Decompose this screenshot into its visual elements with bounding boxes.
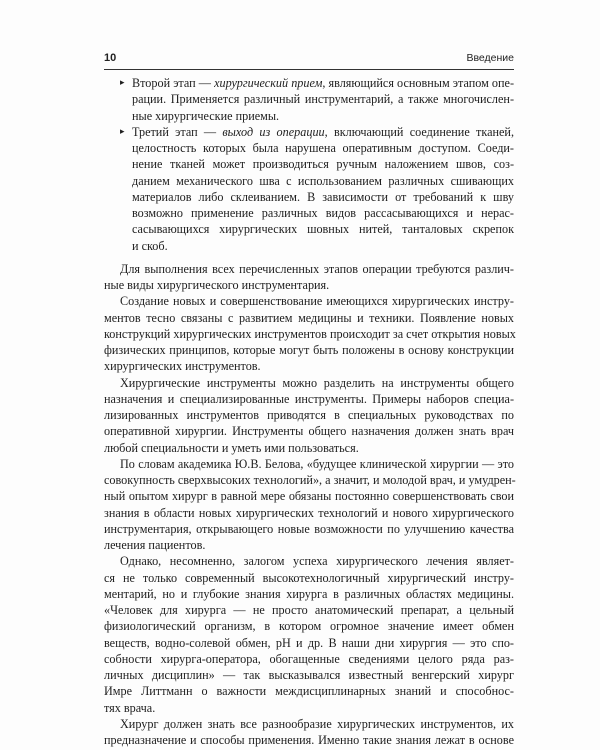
text-line: Имре Литтманн о важности междисциплинарных знаний и способнос- [104, 684, 514, 699]
text-line: ▸ Третий этап — выход из операции, включающий соединение тканей, [120, 124, 515, 139]
text-line: инструментария, открывающего новые возможности по улучшению качества [104, 521, 514, 536]
paragraph [104, 293, 514, 374]
emphasis: хирургический прием [214, 76, 323, 90]
text-line: любой специальности и уметь ими пользоваться. [104, 440, 359, 455]
text-line: предназначение и способы применения. Именно такие знания лежат в основе [104, 733, 514, 747]
text-line: возможно применение различных видов рассасывающихся и нерас- [132, 206, 514, 220]
text-line: Однако, несомненно, залогом успеха хирургического лечения являет- [120, 554, 514, 569]
text-line: Хирургические инструменты можно разделить на инструменты общего [120, 375, 514, 390]
text-line: ные виды хирургического инструментария. [104, 278, 330, 292]
text-line: лечения пациентов. [104, 538, 206, 552]
text-line: Хирург должен знать все разнообразие хирургических инструментов, их [120, 716, 514, 731]
emphasis: выход из операции [222, 124, 325, 139]
text-line: совокупность сверхвысоких технологий», а значит, и молодой врач, и умудрен- [104, 473, 516, 487]
text-line: сасывающихся хирургических шовных нитей, танталовых скрепок [132, 222, 514, 237]
paragraph [104, 261, 514, 294]
body-text [104, 75, 514, 748]
text-line: ментов тесно связаны с развитием медицины и техники. Появление новых [104, 310, 514, 325]
text-line: данием механического шва с использованием различных сшивающих [132, 173, 514, 188]
text-line: физиологический организм, в котором огромное значение имеет обмен [104, 619, 514, 634]
bullet-item [104, 75, 514, 124]
text-line: Создание новых и совершенствование имеющихся хирургических инстру- [120, 294, 514, 309]
paragraph [104, 716, 514, 749]
text-line: оперативной хирургии. Инструменты общего назначения должен знать врач [104, 424, 514, 439]
text-line: хирургических инструментов. [104, 359, 261, 374]
text-line: ный опытом хирург в равной мере обязаны постоянно совершенствовать свои [104, 489, 514, 504]
paragraph [104, 553, 514, 716]
text-line: ся не только современный высокотехнологичный хирургический инстру- [104, 570, 514, 585]
text-line: рации. Применяется различный инструментарий, а также многочислен- [132, 92, 514, 107]
text-line: личных дисциплин» — так высказывался известный венгерский хирург [104, 668, 514, 682]
triangle-bullet-icon: ▸ [120, 126, 125, 137]
text-line: ▸ Второй этап — хирургический прием, являющийся основным этапом опе- [120, 76, 515, 90]
text-line: назначения и специализированные инструменты. Примеры наборов специа- [104, 391, 514, 406]
header-rule [104, 69, 514, 70]
text-line: материалов либо склеиванием. В зависимости от требований к шву [132, 189, 514, 204]
bullet-item [104, 124, 514, 254]
text-line: веществ, водно-солевой обмен, pH и др. В наши дни хирургия — это спо- [104, 635, 514, 650]
text-line: и скоб. [132, 238, 168, 253]
text-line: конструкций хирургических инструментов происходит за счет открытия новых [104, 326, 516, 341]
text-line: тях врача. [104, 700, 156, 715]
paragraph [104, 456, 514, 554]
text-line: «Человек для хирурга — не просто анатомический препарат, а цельный [104, 603, 514, 617]
text-line: По словам академика Ю.В. Белова, «будущее клинической хирургии — это [120, 456, 514, 471]
text-line: ментарий, но и глубокие знания хирурга в различных областях медицины. [104, 586, 514, 601]
text-line: ные хирургические приемы. [132, 108, 280, 123]
text-line: Для выполнения всех перечисленных этапов операции требуются различ- [120, 261, 514, 276]
triangle-bullet-icon: ▸ [120, 78, 125, 88]
page-number: 10 [104, 52, 117, 64]
text-line: физических принципов, которые могут быть положены в основу конструкции [104, 343, 514, 357]
text-line: собности хирурга-оператора, обогащенные сведениями целого ряда раз- [104, 651, 514, 666]
text-line: целостность которых была нарушена оперативным доступом. Соеди- [132, 141, 514, 155]
text-line: лизированных инструментов приводятся в специальных руководствах по [104, 408, 514, 422]
paragraph [104, 375, 514, 456]
running-head [104, 52, 514, 70]
text-line: знания в области новых хирургических технологий и нового хирургического [104, 505, 514, 520]
text-line: нение тканей может производиться ручным наложением швов, соз- [132, 157, 514, 172]
section-title: Введение [466, 52, 514, 64]
